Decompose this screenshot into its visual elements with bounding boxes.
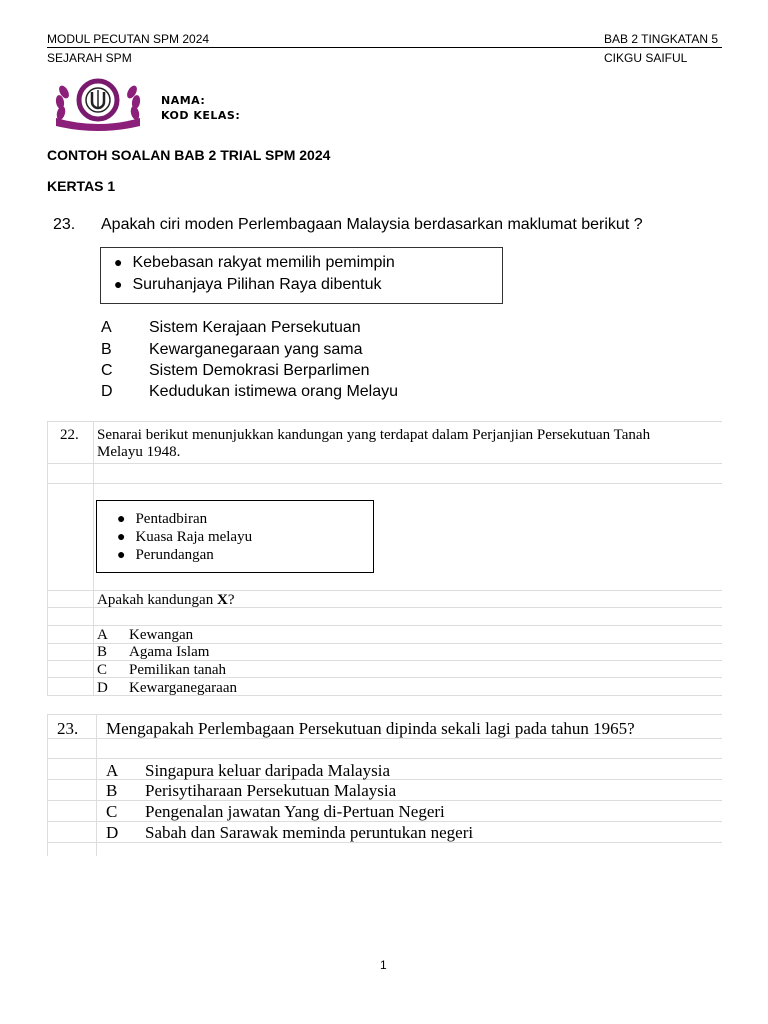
header-right-top: BAB 2 TINGKATAN 5 <box>604 32 719 46</box>
page-number: 1 <box>380 958 387 972</box>
paper-title: KERTAS 1 <box>47 178 116 194</box>
name-label: NAMA: <box>161 94 206 107</box>
q2-bullet-3: ● Perundangan <box>117 547 214 563</box>
q2-text-line1: Senarai berikut menunjukkan kandungan yang terdapat dalam Perjanjian Persekutuan Tanah <box>97 427 651 443</box>
q3-number: 23. <box>57 719 79 738</box>
q3-option-a[interactable]: A Singapura keluar daripada Malaysia <box>106 761 390 780</box>
q2-option-a[interactable]: A Kewangan <box>97 627 194 643</box>
q1-option-a[interactable]: A Sistem Kerajaan Persekutuan <box>101 319 361 336</box>
header-left-bottom: SEJARAH SPM <box>47 51 132 65</box>
q2-question: Apakah kandungan X? <box>97 592 235 608</box>
q2-grid-line <box>47 463 722 464</box>
q1-option-c[interactable]: C Sistem Demokrasi Berparlimen <box>101 362 370 379</box>
q1-bullet-1: ● Kebebasan rakyat memilih pemimpin <box>114 254 395 271</box>
q3-option-b[interactable]: B Perisytiharaan Persekutuan Malaysia <box>106 781 397 800</box>
q1-option-b[interactable]: B Kewarganegaraan yang sama <box>101 341 363 358</box>
q2-grid-line <box>47 421 722 422</box>
q2-option-c[interactable]: C Pemilikan tanah <box>97 662 227 678</box>
q3-grid-line <box>47 714 48 856</box>
q3-grid-line <box>47 714 722 715</box>
class-code-label: KOD KELAS: <box>161 109 241 122</box>
q2-grid-line <box>47 483 722 484</box>
q3-text: Mengapakah Perlembagaan Persekutuan dipinda sekali lagi pada tahun 1965? <box>106 719 635 738</box>
q2-bullet-2: ● Kuasa Raja melayu <box>117 529 253 545</box>
q2-bullet-1: ● Pentadbiran <box>117 511 208 527</box>
q2-number: 22. <box>60 427 79 443</box>
tuition-logo <box>50 78 146 134</box>
q1-option-d[interactable]: D Kedudukan istimewa orang Melayu <box>101 383 399 400</box>
q3-grid-line <box>47 758 722 759</box>
q1-bullet-2: ● Suruhanjaya Pilihan Raya dibentuk <box>114 276 382 293</box>
header-divider <box>47 47 722 48</box>
main-title: CONTOH SOALAN BAB 2 TRIAL SPM 2024 <box>47 147 331 163</box>
q1-number: 23. <box>53 216 76 233</box>
q1-text: Apakah ciri moden Perlembagaan Malaysia berdasarkan maklumat berikut ? <box>101 216 643 233</box>
q2-grid-line <box>93 421 94 695</box>
q2-option-d[interactable]: D Kewarganegaraan <box>97 680 237 696</box>
q2-grid-line <box>47 421 48 695</box>
header-right-bottom: CIKGU SAIFUL <box>604 51 688 65</box>
q3-grid-line <box>96 714 97 856</box>
q2-text-line2: Melayu 1948. <box>97 444 181 460</box>
q3-option-c[interactable]: C Pengenalan jawatan Yang di-Pertuan Negeri <box>106 802 445 821</box>
q3-option-d[interactable]: D Sabah dan Sarawak meminda peruntukan negeri <box>106 823 474 842</box>
q2-option-b[interactable]: B Agama Islam <box>97 644 210 660</box>
header-left-top: MODUL PECUTAN SPM 2024 <box>47 32 210 46</box>
